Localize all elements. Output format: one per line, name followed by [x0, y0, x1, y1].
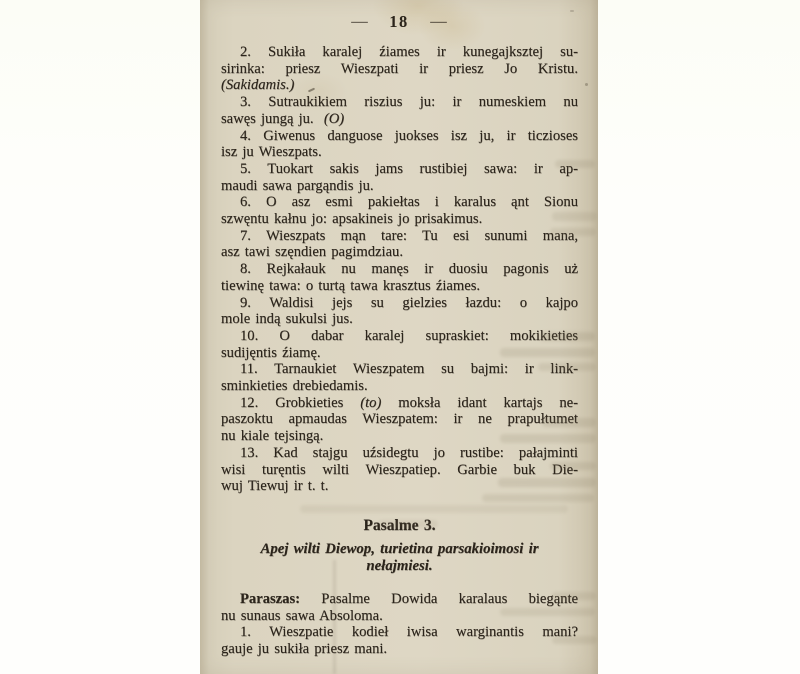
verse-line	[221, 77, 578, 94]
header-dash-right: —	[430, 13, 447, 30]
verse-line	[221, 128, 578, 145]
verse-line	[221, 144, 578, 161]
text-segment: 13. Kad stajgu uźsidegtu jo rustibe: pałajminti	[240, 444, 578, 461]
verse-line	[221, 378, 578, 395]
text-segment: (to)	[360, 394, 382, 411]
verse-line	[221, 462, 578, 479]
bleed-through-smudge	[552, 636, 597, 644]
verse-line	[221, 44, 578, 61]
text-segment: sirinka: priesz Wieszpati ir priesz Jo Kristu.	[221, 60, 578, 77]
text-segment: 10. O dabar karalej supraskiet: mokikieties	[240, 327, 578, 344]
text-segment: 6. O asz esmi pakiełtas i karalus ąnt Sionu	[240, 194, 578, 211]
bleed-through-smudge	[542, 418, 596, 427]
text-segment: (Sakidamis.)	[221, 77, 295, 94]
text-segment: wuj Tiewuj ir t. t.	[221, 478, 329, 495]
verse-line	[221, 591, 578, 608]
bleed-through-smudge	[555, 160, 595, 168]
text-segment: 2. Sukiła karalej źiames ir kunegajksztej su-	[240, 44, 578, 60]
verse-line	[221, 295, 578, 312]
verse-line	[221, 641, 578, 658]
subtitle-line: Apej wilti Diewop, turietina parsakioimosi ir	[260, 540, 539, 557]
text-segment: 8. Rejkałauk nu manęs ir duosiu pagonis uż	[240, 261, 578, 278]
text-segment: maudi sawa pargąndis ju.	[221, 177, 374, 194]
text-segment: isz ju Wieszpats.	[221, 144, 322, 161]
ink-speck	[585, 83, 588, 86]
section-heading: Pasalme 3.	[363, 516, 436, 534]
text-segment: gauje ju sukiła priesz mani.	[221, 641, 388, 658]
bleed-through-smudge	[378, 520, 438, 528]
verse-line	[221, 178, 578, 195]
text-segment: szwęntu kałnu jo: apsakineis jo prisakimus.	[221, 211, 483, 228]
bleed-through-smudge	[500, 348, 595, 357]
page-number: 18	[389, 12, 409, 31]
book-page	[200, 0, 598, 674]
bleed-through-smudge	[552, 592, 596, 600]
verse-line	[221, 94, 578, 111]
verse-line	[221, 194, 578, 211]
verse-line	[221, 261, 578, 278]
bleed-through-smudge	[500, 608, 595, 616]
text-segment: 12. Grobkieties	[240, 394, 361, 411]
text-segment: (O)	[323, 110, 345, 127]
verse-line	[221, 361, 578, 378]
text-segment: 11. Tarnaukiet Wieszpatem su bajmi: ir link-	[240, 361, 578, 378]
text-segment: sudijęntis źiamę.	[221, 344, 321, 361]
bleed-through-smudge	[498, 478, 596, 487]
text-segment: tiewinę tawa: o turtą tawa krasztus źiames.	[221, 277, 481, 294]
verse-line	[221, 445, 578, 462]
verse-line	[221, 624, 578, 641]
verse-line	[221, 411, 578, 428]
verse-line	[221, 111, 578, 128]
bleed-through-smudge	[550, 228, 596, 236]
verse-line	[221, 311, 578, 328]
bleed-through-smudge	[538, 363, 596, 371]
verse-line	[221, 395, 578, 412]
text-segment: 4. Giwenus danguose juokses isz ju, ir ticzioses	[240, 127, 578, 144]
verse-line	[221, 161, 578, 178]
verse-line	[221, 244, 578, 261]
verse-line	[221, 278, 578, 295]
text-segment: nu sunaus sawa Absoloma.	[221, 607, 383, 624]
text-segment: moksła idant kartajs ne-	[381, 394, 578, 411]
text-segment: mole indą sukulsi jus.	[221, 311, 353, 328]
subtitle-line: nełajmiesi.	[366, 558, 433, 575]
header-dash-left: —	[351, 13, 368, 30]
verse-line	[221, 228, 578, 245]
text-segment: wisi turęntis wilti Wieszpatiep. Garbie buk Die-	[221, 461, 578, 478]
bleed-through-smudge	[540, 332, 595, 341]
text-segment: Pasalme Dowida karalaus biegąnte	[299, 590, 578, 607]
text-segment: nu kiale tejsingą.	[221, 428, 324, 445]
bleed-through-smudge	[482, 494, 594, 502]
text-segment: asz tawi szęndien pagimdziau.	[221, 244, 403, 261]
text-segment: 5. Tuokart sakis jams rustibiej sawa: ir ap-	[240, 160, 578, 177]
text-segment: 1. Wieszpatie kodieł iwisa warginantis mani?	[240, 624, 578, 641]
bleed-through-smudge	[300, 505, 568, 513]
verse-line	[221, 328, 578, 345]
bleed-through-smudge	[550, 462, 596, 470]
bleed-through-smudge	[552, 212, 597, 221]
text-segment: 7. Wieszpats mąn tare: Tu esi sunumi mana,	[240, 227, 578, 244]
text-segment: sawęs jungą ju.	[221, 110, 324, 127]
page-header	[200, 12, 598, 32]
text-segment: 9. Waldisi jejs su gielzies łazdu: o kajpo	[240, 294, 578, 311]
ink-speck	[570, 10, 574, 12]
verse-line	[221, 61, 578, 78]
text-segment: sminkieties drebiedamis.	[221, 378, 368, 395]
text-segment: paszoktu apmaudas Wieszpatem: ir ne prapułtumet	[221, 411, 578, 428]
text-segment: 3. Sutraukikiem riszius ju: ir numeskiem nu	[240, 94, 578, 111]
verse-line	[221, 211, 578, 228]
bleed-through-smudge	[500, 434, 596, 443]
text-segment: Paraszas:	[240, 590, 300, 607]
paper-crease	[333, 560, 336, 674]
